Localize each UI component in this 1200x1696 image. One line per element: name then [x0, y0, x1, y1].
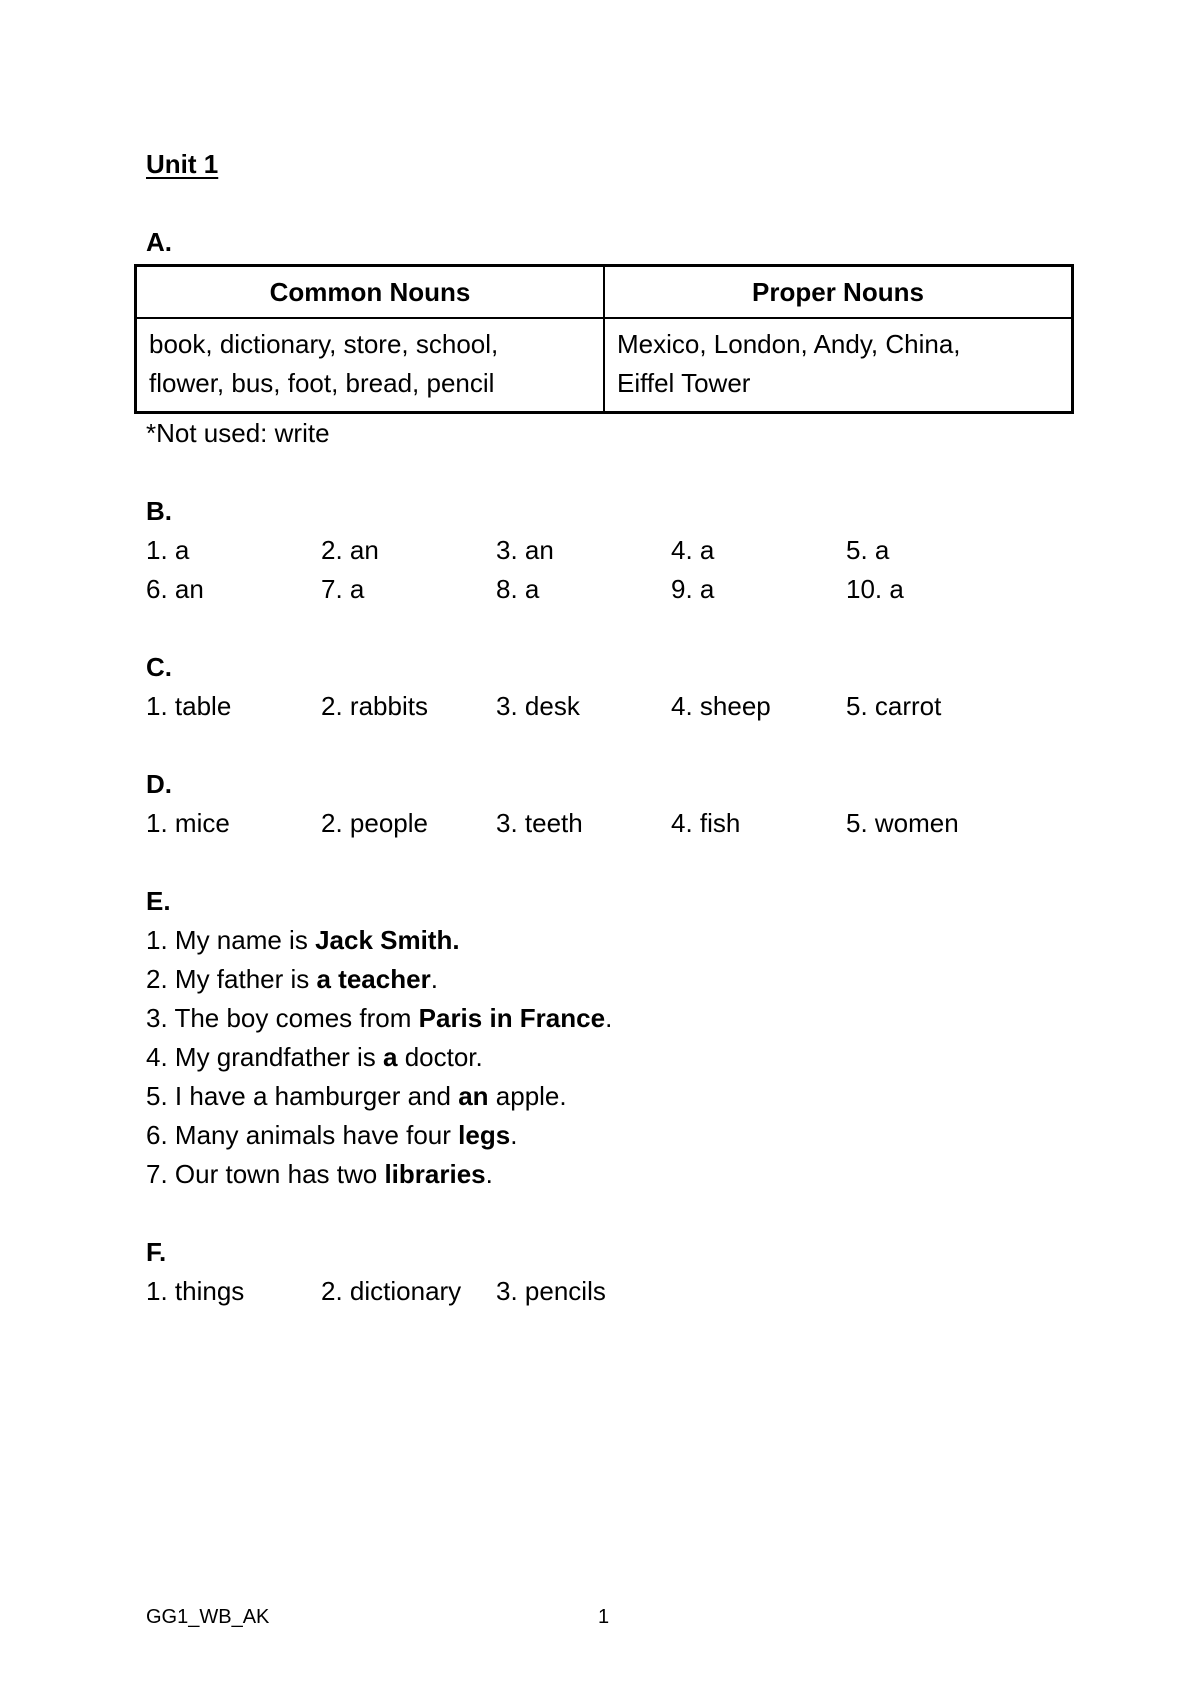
sentence-text: . — [485, 1159, 493, 1189]
common-nouns-line: flower, bus, foot, bread, pencil — [149, 368, 495, 398]
answer-item: 1. a — [146, 535, 190, 565]
answer-item: 10. a — [846, 574, 904, 604]
proper-nouns-line: Mexico, London, Andy, China, — [617, 329, 961, 359]
sentence-text: . — [605, 1003, 613, 1033]
answer-item: 3. an — [496, 535, 554, 565]
section-c-label: C. — [146, 652, 172, 682]
sentence-text: doctor. — [397, 1042, 483, 1072]
answer-text: a — [383, 1042, 398, 1072]
nouns-table-row — [136, 318, 1073, 413]
answer-item: 5. carrot — [846, 691, 942, 721]
answer-item: 3. desk — [496, 691, 580, 721]
common-nouns-header: Common Nouns — [136, 266, 605, 319]
not-used-note: *Not used: write — [146, 418, 330, 448]
footer-document-code: GG1_WB_AK — [146, 1606, 270, 1628]
proper-nouns-cell — [604, 318, 1073, 413]
section-f-label: F. — [146, 1237, 167, 1267]
answer-item: 4. a — [671, 535, 715, 565]
sentence-item — [146, 1038, 1076, 1077]
answer-item: 2. dictionary — [321, 1276, 462, 1306]
answer-item: 9. a — [671, 574, 715, 604]
sentence-item — [146, 921, 1076, 960]
sentence-item — [146, 1116, 1076, 1155]
answer-item: 8. a — [496, 574, 540, 604]
answer-item: 2. an — [321, 535, 379, 565]
sentence-text: . — [430, 964, 438, 994]
answer-text: a teacher — [316, 964, 431, 994]
proper-nouns-line: Eiffel Tower — [617, 368, 751, 398]
answer-item: 2. rabbits — [321, 691, 428, 721]
section-e-label: E. — [146, 886, 171, 916]
answer-text: an — [458, 1081, 489, 1111]
answer-item: 5. a — [846, 535, 890, 565]
answer-row — [146, 1272, 1076, 1311]
answer-row — [146, 531, 1076, 570]
sentence-text: apple. — [488, 1081, 567, 1111]
answer-item: 1. table — [146, 691, 232, 721]
answer-row — [146, 804, 1076, 843]
answer-item: 5. women — [846, 808, 959, 838]
sentence-text: 3. The boy comes from — [146, 1003, 419, 1033]
sentence-text: 4. My grandfather is — [146, 1042, 383, 1072]
sentence-text: 7. Our town has two — [146, 1159, 385, 1189]
answer-text: legs — [458, 1120, 511, 1150]
sentence-text: 5. I have a hamburger and — [146, 1081, 459, 1111]
answer-item: 1. things — [146, 1276, 245, 1306]
sentence-text: 6. Many animals have four — [146, 1120, 459, 1150]
section-d-label: D. — [146, 769, 172, 799]
section-a-label: A. — [146, 227, 172, 257]
answer-item: 4. sheep — [671, 691, 771, 721]
footer-page-number: 1 — [598, 1606, 610, 1628]
section-b-label: B. — [146, 496, 172, 526]
sentence-item — [146, 999, 1076, 1038]
sentence-item — [146, 960, 1076, 999]
sentence-item — [146, 1077, 1076, 1116]
nouns-table — [134, 264, 1074, 414]
answer-key-page — [146, 145, 1076, 1311]
sentence-list — [146, 921, 1076, 1194]
answer-text: libraries — [384, 1159, 486, 1189]
unit-title: Unit 1 — [146, 149, 219, 179]
answer-item: 3. pencils — [496, 1276, 606, 1306]
answer-item: 4. fish — [671, 808, 741, 838]
answer-text: Paris in France — [418, 1003, 606, 1033]
sentence-text: . — [510, 1120, 518, 1150]
answer-item: 6. an — [146, 574, 204, 604]
answer-item: 1. mice — [146, 808, 230, 838]
answer-row — [146, 687, 1076, 726]
answer-item: 7. a — [321, 574, 365, 604]
sentence-text: 1. My name is — [146, 925, 316, 955]
answer-item: 3. teeth — [496, 808, 583, 838]
common-nouns-cell — [136, 318, 605, 413]
proper-nouns-header: Proper Nouns — [604, 266, 1073, 319]
answer-item: 2. people — [321, 808, 428, 838]
nouns-table-header-row — [136, 266, 1073, 319]
sentence-text: 2. My father is — [146, 964, 317, 994]
answer-row — [146, 570, 1076, 609]
answer-text: Jack Smith. — [315, 925, 460, 955]
sentence-item — [146, 1155, 1076, 1194]
common-nouns-line: book, dictionary, store, school, — [149, 329, 499, 359]
